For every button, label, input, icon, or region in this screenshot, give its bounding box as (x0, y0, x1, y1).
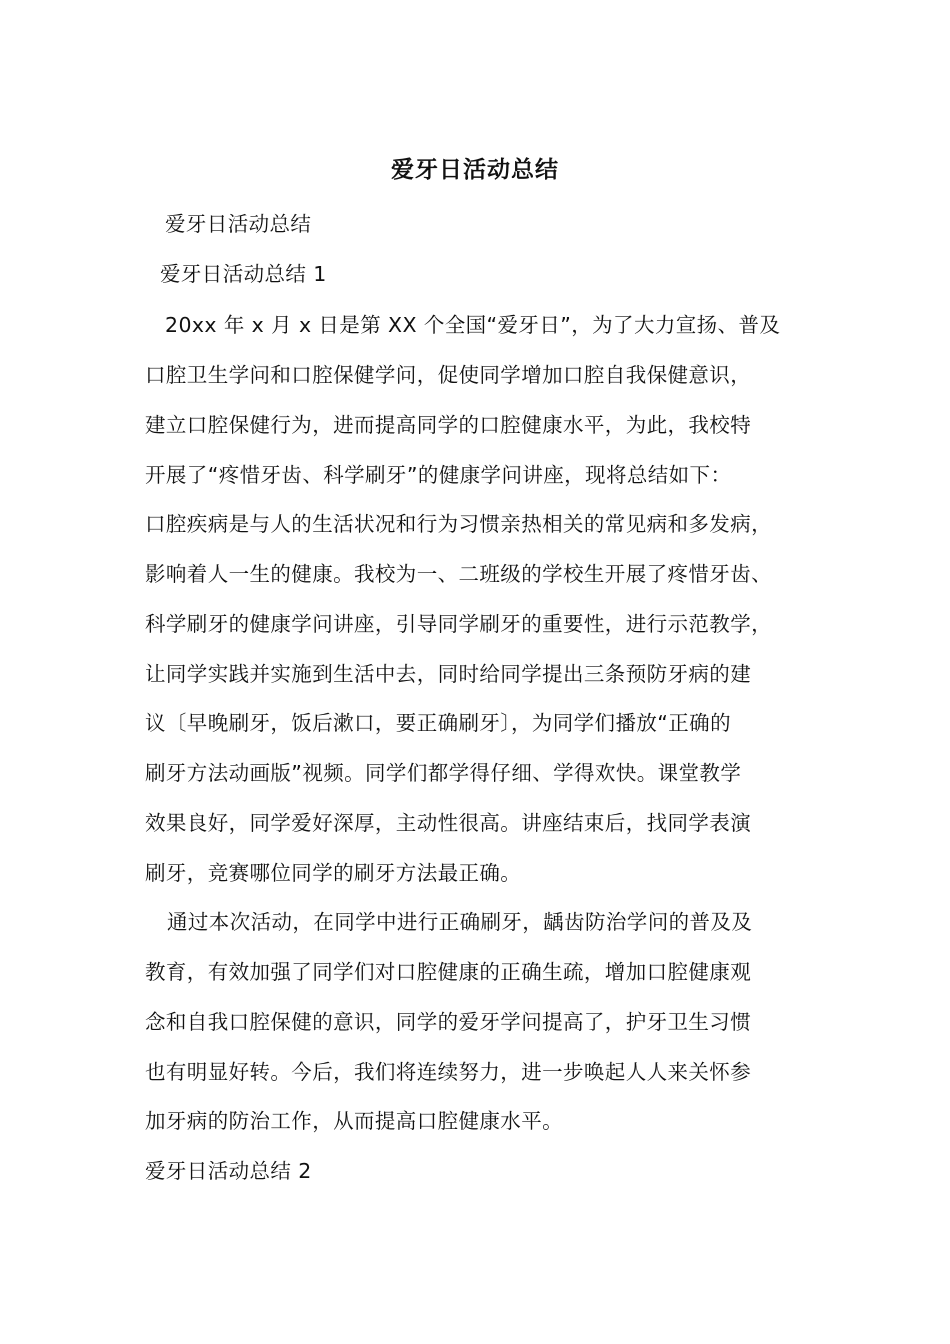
paragraph-2-line: 也有明显好转。今后，我们将连续努力，进一步唤起人人来关怀参 (145, 1060, 752, 1084)
section-heading-1: 爱牙日活动总结 1 (160, 262, 327, 286)
paragraph-1-line: 效果良好，同学爱好深厚，主动性很高。讲座结束后，找同学表演 (145, 811, 752, 835)
document-title: 爱牙日活动总结 (391, 157, 559, 183)
paragraph-1-line: 科学刷牙的健康学问讲座，引导同学刷牙的重要性，进行示范教学， (145, 612, 772, 636)
paragraph-1-line: 刷牙，竞赛哪位同学的刷牙方法最正确。 (145, 861, 522, 885)
paragraph-1-line: 20xx 年 x 月 x 日是第 XX 个全国“爱牙日”，为了大力宣扬、普及 (165, 313, 781, 337)
paragraph-1-line: 口腔卫生学问和口腔保健学问，促使同学增加口腔自我保健意识， (145, 363, 752, 387)
paragraph-2-line: 通过本次活动，在同学中进行正确刷牙，龋齿防治学问的普及及 (167, 910, 753, 934)
paragraph-1-line: 刷牙方法动画版”视频。同学们都学得仔细、学得欢快。课堂教学 (145, 761, 742, 785)
paragraph-1-line: 议〔早晚刷牙，饭后漱口，要正确刷牙〕，为同学们播放“正确的 (145, 711, 731, 735)
paragraph-1-line: 口腔疾病是与人的生活状况和行为习惯亲热相关的常见病和多发病， (145, 512, 772, 536)
paragraph-2-line: 念和自我口腔保健的意识，同学的爱牙学问提高了，护牙卫生习惯 (145, 1010, 752, 1034)
paragraph-1-line: 建立口腔保健行为，进而提高同学的口腔健康水平，为此，我校特 (145, 413, 752, 437)
document-subtitle: 爱牙日活动总结 (165, 212, 312, 236)
paragraph-1-line: 让同学实践并实施到生活中去，同时给同学提出三条预防牙病的建 (145, 662, 752, 686)
paragraph-2-line: 教育，有效加强了同学们对口腔健康的正确生疏，增加口腔健康观 (145, 960, 752, 984)
paragraph-1-line: 影响着人一生的健康。我校为一、二班级的学校生开展了疼惜牙齿、 (145, 562, 772, 586)
section-heading-2: 爱牙日活动总结 2 (145, 1159, 312, 1183)
paragraph-2-line: 加牙病的防治工作，从而提高口腔健康水平。 (145, 1109, 563, 1133)
paragraph-1-line: 开展了“疼惜牙齿、科学刷牙”的健康学问讲座，现将总结如下： (145, 463, 732, 487)
